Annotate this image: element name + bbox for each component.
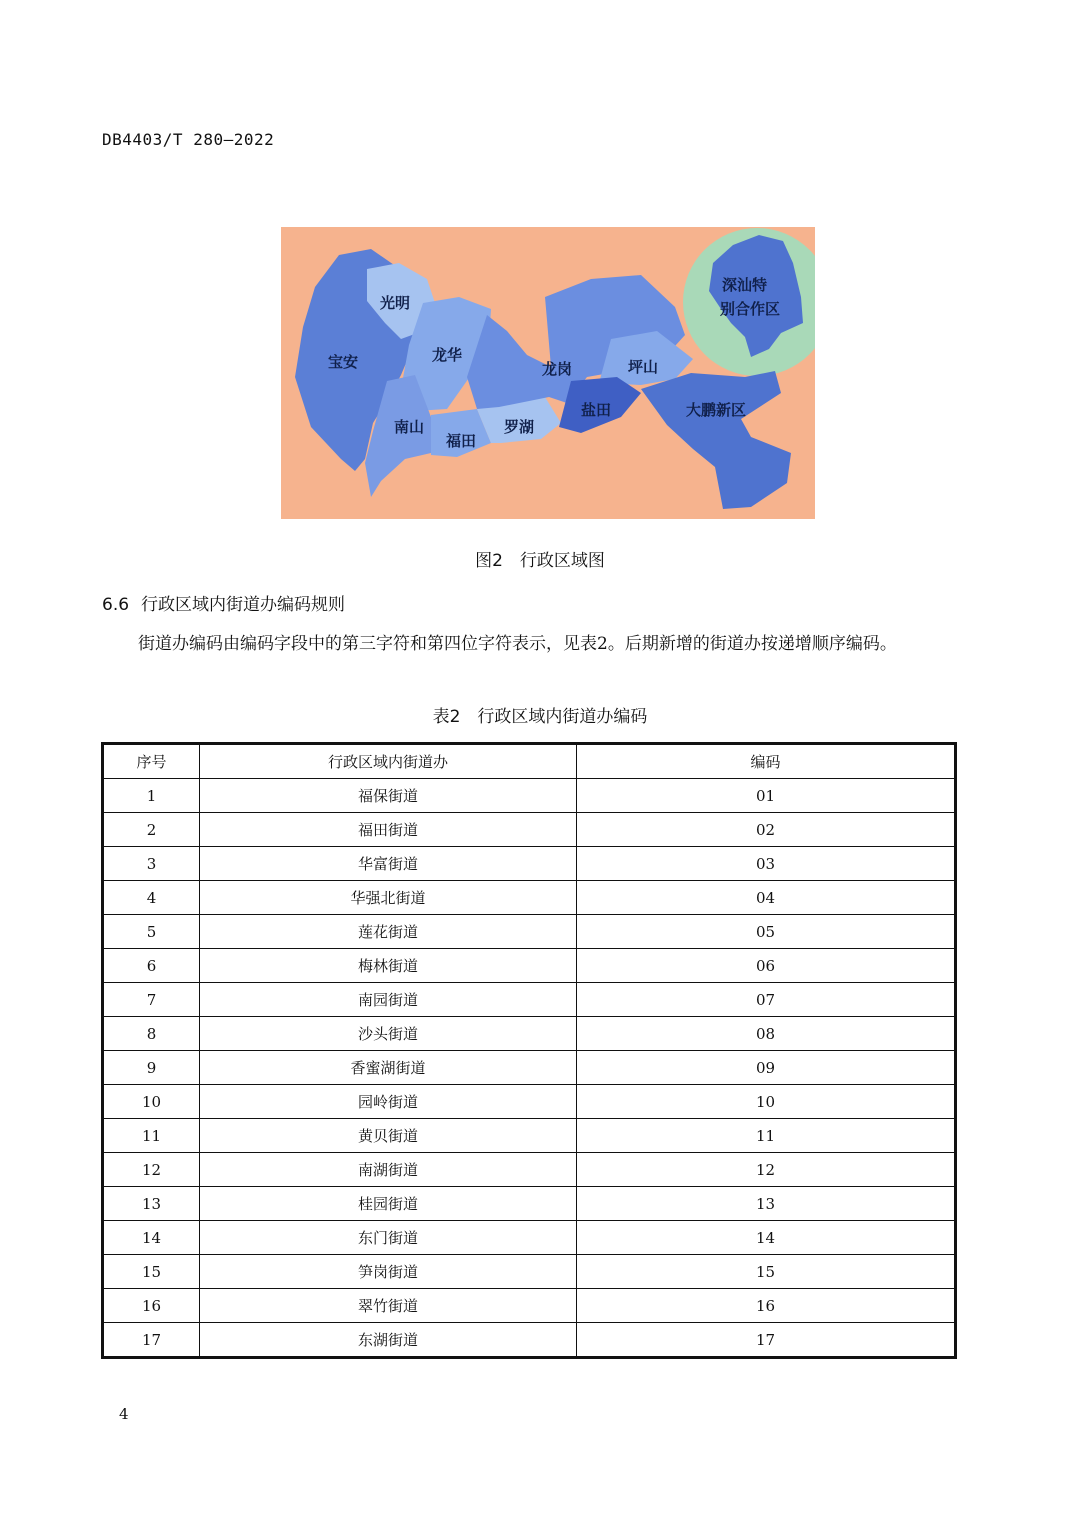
table-row: [103, 881, 956, 915]
cell-street-office: 笋岗街道: [200, 1255, 577, 1289]
table-header-row: [103, 744, 956, 779]
label-shenshan-line2: 别合作区: [720, 300, 781, 318]
cell-index: 4: [103, 881, 200, 915]
street-office-code-table: [101, 742, 957, 1359]
cell-index: 12: [103, 1153, 200, 1187]
cell-index: 6: [103, 949, 200, 983]
cell-street-office: 东门街道: [200, 1221, 577, 1255]
cell-street-office: 沙头街道: [200, 1017, 577, 1051]
cell-street-office: 南湖街道: [200, 1153, 577, 1187]
cell-index: 14: [103, 1221, 200, 1255]
district-map-svg: [281, 227, 815, 519]
cell-street-office: 园岭街道: [200, 1085, 577, 1119]
header-street-office: 行政区域内街道办: [200, 744, 577, 779]
cell-code: 07: [577, 983, 956, 1017]
cell-code: 03: [577, 847, 956, 881]
cell-code: 10: [577, 1085, 956, 1119]
cell-index: 3: [103, 847, 200, 881]
label-baoan: 宝安: [328, 353, 359, 371]
cell-index: 13: [103, 1187, 200, 1221]
cell-street-office: 黄贝街道: [200, 1119, 577, 1153]
label-guangming: 光明: [380, 294, 411, 312]
section-number: 6.6: [102, 595, 130, 615]
table-row: [103, 1255, 956, 1289]
table-row: [103, 1051, 956, 1085]
table-row: [103, 1289, 956, 1323]
cell-code: 09: [577, 1051, 956, 1085]
district-map: [281, 227, 815, 519]
cell-code: 15: [577, 1255, 956, 1289]
cell-code: 12: [577, 1153, 956, 1187]
cell-index: 1: [103, 779, 200, 813]
cell-street-office: 华富街道: [200, 847, 577, 881]
cell-street-office: 翠竹街道: [200, 1289, 577, 1323]
cell-index: 9: [103, 1051, 200, 1085]
cell-code: 01: [577, 779, 956, 813]
cell-street-office: 福田街道: [200, 813, 577, 847]
table-row: [103, 949, 956, 983]
table-row: [103, 1085, 956, 1119]
table-row: [103, 915, 956, 949]
label-shenshan-line1: 深汕特: [722, 276, 768, 294]
page-number: 4: [119, 1405, 129, 1423]
cell-code: 13: [577, 1187, 956, 1221]
table-row: [103, 1017, 956, 1051]
cell-index: 5: [103, 915, 200, 949]
table-row: [103, 1187, 956, 1221]
figure-caption: 图2 行政区域图: [475, 551, 605, 571]
table-row: [103, 1119, 956, 1153]
label-futian: 福田: [446, 432, 477, 450]
cell-index: 11: [103, 1119, 200, 1153]
table-row: [103, 1221, 956, 1255]
cell-street-office: 华强北街道: [200, 881, 577, 915]
cell-index: 17: [103, 1323, 200, 1358]
cell-street-office: 东湖街道: [200, 1323, 577, 1358]
label-dapeng: 大鹏新区: [686, 401, 747, 419]
cell-code: 14: [577, 1221, 956, 1255]
cell-index: 7: [103, 983, 200, 1017]
table-row: [103, 779, 956, 813]
cell-code: 16: [577, 1289, 956, 1323]
cell-code: 04: [577, 881, 956, 915]
cell-code: 02: [577, 813, 956, 847]
cell-index: 8: [103, 1017, 200, 1051]
cell-index: 16: [103, 1289, 200, 1323]
label-nanshan: 南山: [394, 418, 425, 436]
cell-code: 17: [577, 1323, 956, 1358]
cell-index: 15: [103, 1255, 200, 1289]
table-row: [103, 1153, 956, 1187]
table-row: [103, 983, 956, 1017]
cell-street-office: 香蜜湖街道: [200, 1051, 577, 1085]
section-heading: [102, 590, 345, 615]
cell-street-office: 梅林街道: [200, 949, 577, 983]
section-title: 行政区域内街道办编码规则: [141, 595, 346, 615]
cell-street-office: 莲花街道: [200, 915, 577, 949]
header-code: 编码: [577, 744, 956, 779]
table-body: [103, 779, 956, 1358]
table-row: [103, 1323, 956, 1358]
cell-index: 10: [103, 1085, 200, 1119]
table-caption: 表2 行政区域内街道办编码: [432, 707, 648, 727]
body-paragraph: 街道办编码由编码字段中的第三字符和第四位字符表示，见表2。后期新增的街道办按递增顺序编码。: [138, 634, 897, 654]
header-index: 序号: [103, 744, 200, 779]
label-longhua: 龙华: [432, 346, 463, 364]
cell-index: 2: [103, 813, 200, 847]
cell-street-office: 福保街道: [200, 779, 577, 813]
cell-code: 11: [577, 1119, 956, 1153]
cell-street-office: 桂园街道: [200, 1187, 577, 1221]
cell-code: 08: [577, 1017, 956, 1051]
label-pingshan: 坪山: [628, 358, 659, 376]
label-longgang: 龙岗: [542, 360, 573, 378]
document-code: DB4403/T 280—2022: [102, 130, 275, 149]
cell-code: 06: [577, 949, 956, 983]
cell-code: 05: [577, 915, 956, 949]
label-luohu: 罗湖: [504, 418, 535, 436]
cell-street-office: 南园街道: [200, 983, 577, 1017]
label-yantian: 盐田: [581, 401, 612, 419]
table-row: [103, 847, 956, 881]
table-row: [103, 813, 956, 847]
